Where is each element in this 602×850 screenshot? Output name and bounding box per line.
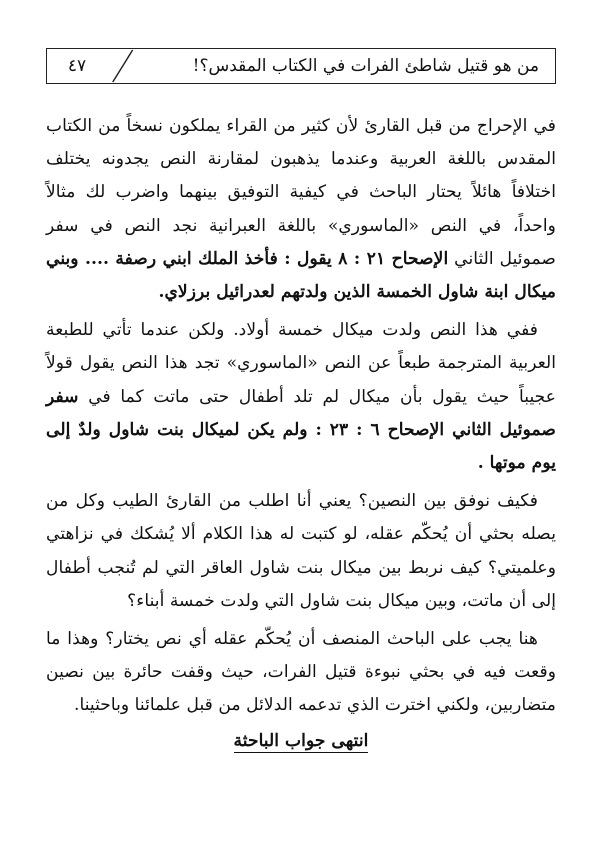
- paragraph-2-quote: سفر صموئيل الثاني الإصحاح ٦ : ٢٣ : ولم يكن لميكال بنت شاول ولدٌ إلى يوم موتها .: [46, 386, 556, 474]
- paragraph-2: [46, 314, 556, 480]
- paragraph-1-text: في الإحراج من قبل القارئ لأن كثير من القراء يملكون نسخاً من الكتاب المقدس باللغة العربية وعندما يذهبون لمقارنة النص يجدونه يختلف اختلافاً هائلاً يحتار الباحث في كيفية التوفيق بينهما واضرب لك مثالاً واحداً، في النص «الماسوري» باللغة العبرانية نجد النص في سفر صموئيل الثاني: [46, 116, 556, 269]
- running-title: من هو قتيل شاطئ الفرات في الكتاب المقدس؟!: [192, 56, 539, 76]
- paragraph-1-quote: الإصحاح ٢١ : ٨ يقول : فأخذ الملك ابني رصفة .... وبني ميكال ابنة شاول الخمسة الذين ولدتهم لعدرائيل برزلاي.: [46, 248, 556, 303]
- running-header: [46, 48, 556, 84]
- closing-line: [46, 725, 556, 758]
- body-text: [46, 110, 556, 758]
- paragraph-4: هنا يجب على الباحث المنصف أن يُحكّم عقله أي نص يختار؟ وهذا ما وقعت فيه في بحثي نبوءة قتيل الفرات، حيث وقفت حائرة بين نصين متضاربين، ولكني اخترت الذي تدعمه الدلائل من قبل علمائنا وباحثينا.: [46, 629, 556, 716]
- paragraph-3: فكيف نوفق بين النصين؟ يعني أنا اطلب من القارئ الطيب وكل من يصله بحثي أن يُحكّم عقله، لو كتبت له هذا الكلام ألا يُشكك في نزاهتي وعلميتي؟ كيف نربط بين ميكال بنت شاول العاقر التي لم تُنجب أطفال إلى أن ماتت، وبين ميكال بنت شاول التي ولدت خمسة أبناء؟: [46, 491, 556, 611]
- closing-line-text: انتهى جواب الباحثة: [233, 730, 369, 751]
- page-number: ٤٧: [67, 56, 87, 76]
- paragraph-1: [46, 110, 556, 309]
- paragraph-2-text: ففي هذا النص ولدت ميكال خمسة أولاد. ولكن عندما تأتي للطبعة العربية المترجمة طبعاً عن النص «الماسوري» تجد هذا النص يقول قولاً عجيباً حيث يقول بأن ميكال لم تلد أطفال حتى ماتت كما في: [46, 320, 556, 407]
